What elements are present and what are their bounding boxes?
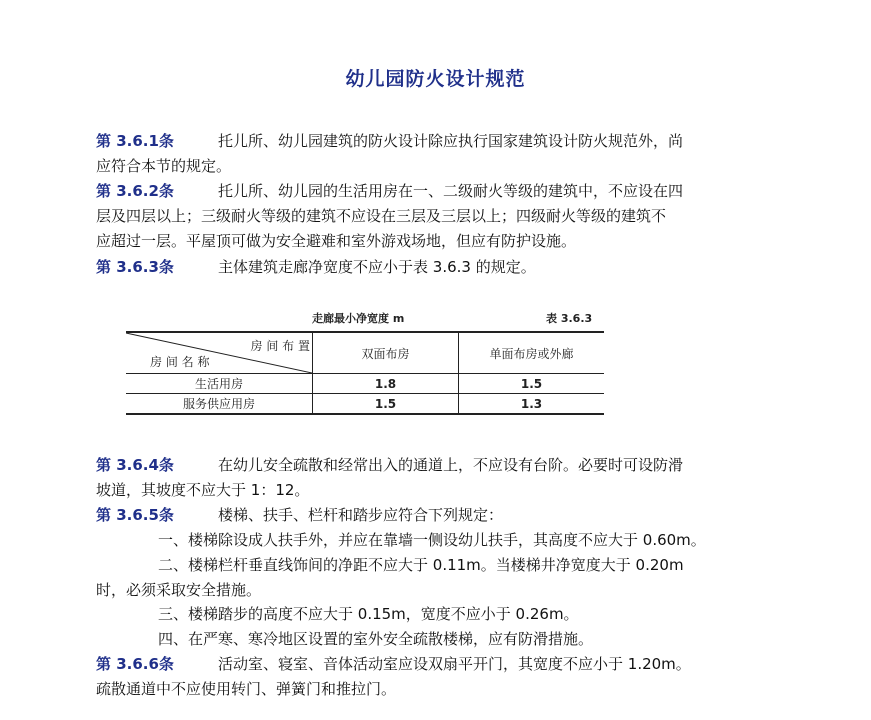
article-number: 第 3.6.2条 <box>96 182 174 200</box>
corridor-width-table <box>126 331 604 415</box>
article-3-6-5-item-2-cont: 时，必须采取安全措施。 <box>96 581 262 599</box>
article-3-6-4-line-2: 坡道，其坡度不应大于 1：12。 <box>96 481 310 499</box>
table-header-row <box>126 332 604 374</box>
article-3-6-5-line-1 <box>96 505 503 525</box>
article-text: 活动室、寝室、音体活动室应设双扇平开门，其宽度不应小于 1.20m。 <box>218 655 691 673</box>
article-number: 第 3.6.4条 <box>96 456 174 474</box>
table-caption: 走廊最小净宽度 m <box>312 312 405 325</box>
row-value-2: 1.5 <box>459 374 605 394</box>
article-3-6-1-line-2: 应符合本节的规定。 <box>96 157 232 175</box>
article-3-6-5-item-1: 一、楼梯除设成人扶手外，并应在靠墙一侧设幼儿扶手，其高度不应大于 0.60m。 <box>158 531 706 549</box>
article-3-6-6-line-2: 疏散通道中不应使用转门、弹簧门和推拉门。 <box>96 680 397 698</box>
article-3-6-6-line-1 <box>96 654 691 674</box>
article-text: 在幼儿安全疏散和经常出入的通道上，不应设有台阶。必要时可设防滑 <box>218 456 684 474</box>
article-3-6-3-line-1 <box>96 257 536 277</box>
article-text: 托儿所、幼儿园建筑的防火设计除应执行国家建筑设计防火规范外，尚 <box>218 132 684 150</box>
article-number: 第 3.6.1条 <box>96 132 174 150</box>
header-col-2: 单面布房或外廊 <box>459 332 605 374</box>
article-3-6-2-line-3: 应超过一层。平屋顶可做为安全避难和室外游戏场地，但应有防护设施。 <box>96 232 577 250</box>
table-row <box>126 394 604 415</box>
table-number: 表 3.6.3 <box>546 312 593 325</box>
article-number: 第 3.6.6条 <box>96 655 174 673</box>
document-title: 幼儿园防火设计规范 <box>345 68 526 90</box>
diag-header-bottom: 房 间 名 称 <box>150 355 210 369</box>
article-3-6-2-line-2: 层及四层以上；三级耐火等级的建筑不应设在三层及三层以上；四级耐火等级的建筑不 <box>96 207 667 225</box>
article-text: 托儿所、幼儿园的生活用房在一、二级耐火等级的建筑中，不应设在四 <box>218 182 684 200</box>
article-3-6-4-line-1 <box>96 455 683 475</box>
article-3-6-2-line-1 <box>96 181 683 201</box>
row-name: 生活用房 <box>126 374 313 394</box>
article-3-6-5-item-2: 二、楼梯栏杆垂直线饰间的净距不应大于 0.11m。当楼梯井净宽度大于 0.20m <box>158 556 684 574</box>
table-row <box>126 374 604 394</box>
article-number: 第 3.6.5条 <box>96 506 174 524</box>
article-3-6-5-item-4: 四、在严寒、寒冷地区设置的室外安全疏散楼梯，应有防滑措施。 <box>158 630 594 648</box>
row-value-1: 1.8 <box>313 374 459 394</box>
article-3-6-5-item-3: 三、楼梯踏步的高度不应大于 0.15m，宽度不应小于 0.26m。 <box>158 605 579 623</box>
article-text: 楼梯、扶手、栏杆和踏步应符合下列规定： <box>218 506 504 524</box>
header-col-1: 双面布房 <box>313 332 459 374</box>
row-value-2: 1.3 <box>459 394 605 415</box>
row-name: 服务供应用房 <box>126 394 313 415</box>
row-value-1: 1.5 <box>313 394 459 415</box>
article-text: 主体建筑走廊净宽度不应小于表 3.6.3 的规定。 <box>218 258 536 276</box>
article-3-6-1-line-1 <box>96 131 683 151</box>
diagonal-header-cell <box>126 332 313 374</box>
diag-header-top: 房 间 布 置 <box>250 339 310 353</box>
article-number: 第 3.6.3条 <box>96 258 174 276</box>
